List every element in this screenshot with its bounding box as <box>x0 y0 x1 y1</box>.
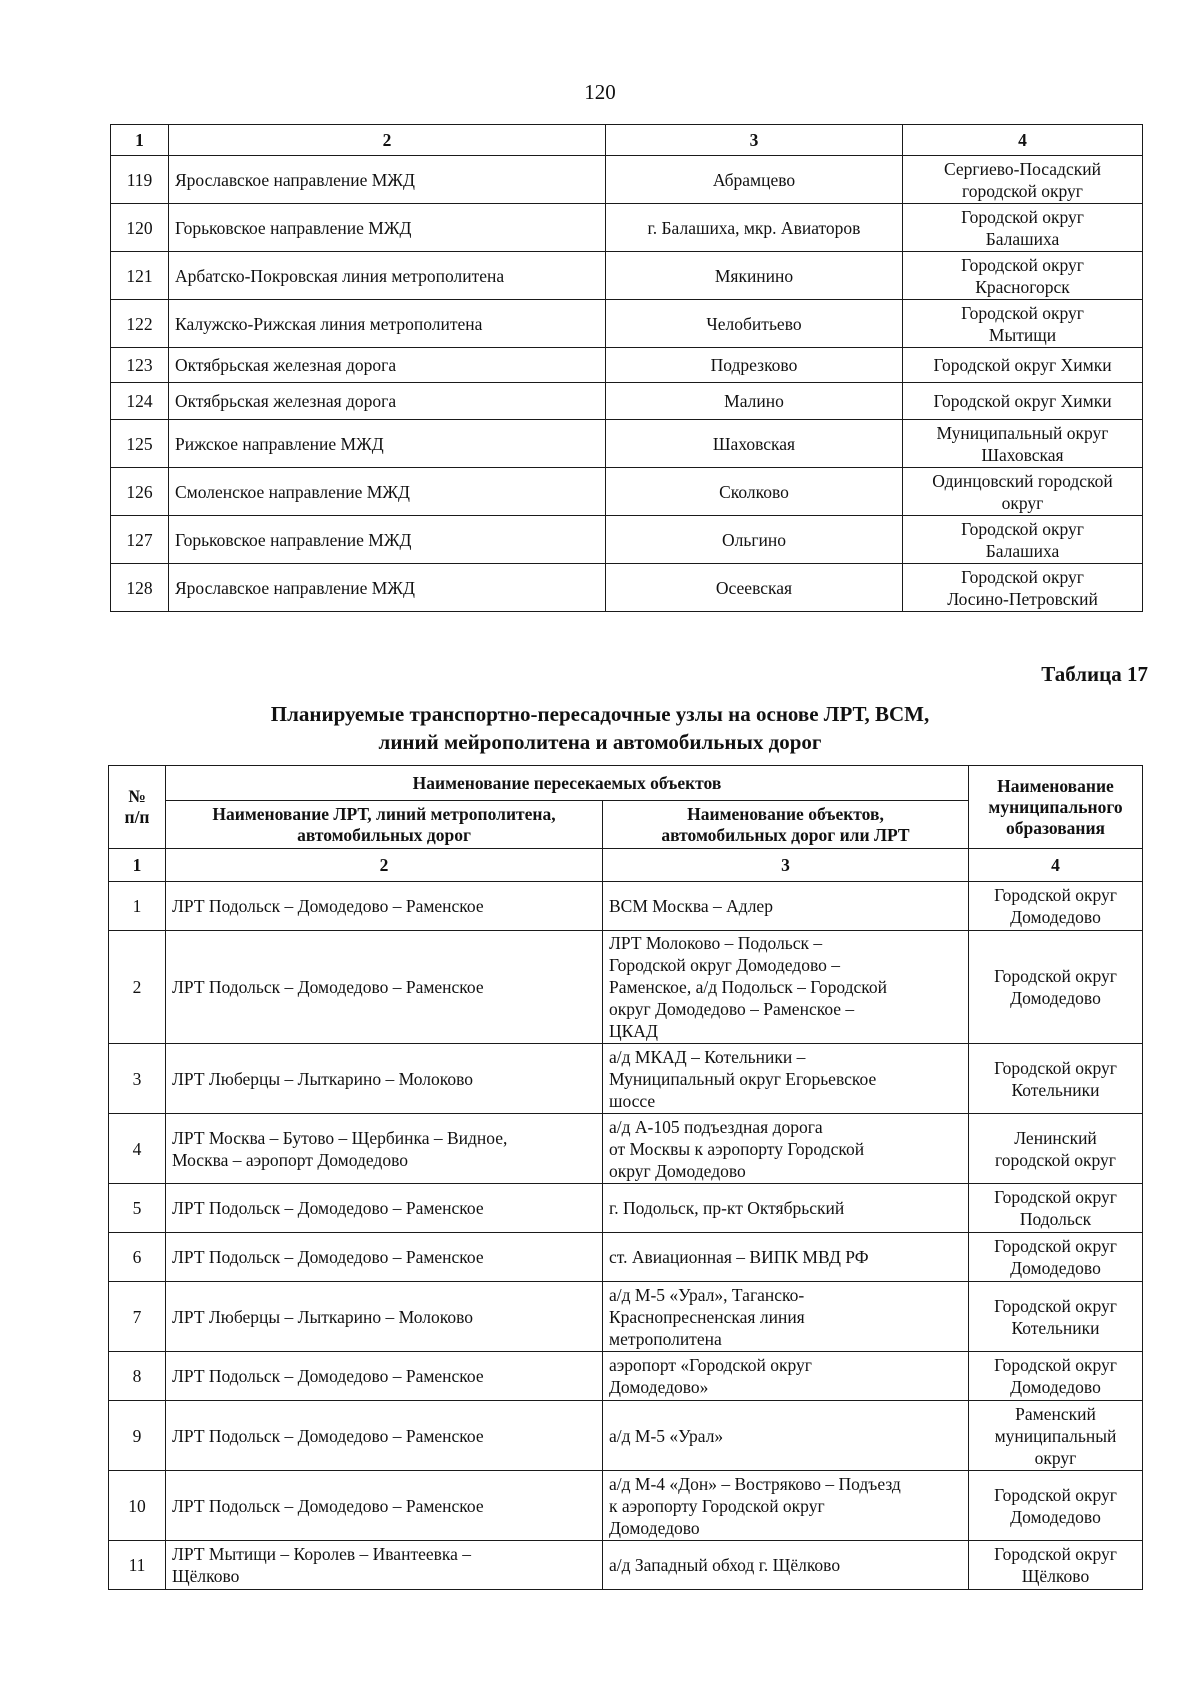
cell-line: аэропорт «Городской округ <box>609 1355 812 1375</box>
lrt-name <box>166 1352 603 1401</box>
cell-line: к аэропорту Городской округ <box>609 1495 825 1516</box>
cell-line: ст. Авиационная – ВИПК МВД РФ <box>609 1247 869 1267</box>
station-name: Подрезково <box>606 348 903 383</box>
station-name: Малино <box>606 383 903 420</box>
cell-line: ЛРТ Подольск – Домодедово – Раменское <box>172 1198 484 1218</box>
table-row <box>111 156 1143 204</box>
cell-line: Щёлково <box>1021 1566 1090 1586</box>
cell-line: ЦКАД <box>609 1021 658 1041</box>
cell-line: Домодедово <box>1010 1377 1101 1397</box>
row-number: 128 <box>111 564 169 612</box>
line-name: Арбатско-Покровская линия метрополитена <box>169 252 606 300</box>
cell-line: ЛРТ Мытищи – Королев – Ивантеевка – <box>172 1544 472 1564</box>
table-row <box>111 348 1143 383</box>
cell-line: Городской округ Химки <box>933 355 1112 375</box>
cell-line: а/д М-5 «Урал», Таганско- <box>609 1284 805 1305</box>
cell-line: Подольск <box>1019 1209 1092 1229</box>
cell-line: Балашиха <box>985 228 1060 249</box>
cell-line: Городской округ Домодедово – <box>609 955 840 975</box>
header-group: Наименование пересекаемых объектов <box>166 766 969 801</box>
table-row <box>109 1282 1143 1352</box>
cell-line: Домодедово <box>609 1517 700 1538</box>
crossing-object <box>603 1352 969 1401</box>
table-row <box>111 300 1143 348</box>
cell-line: ЛРТ Подольск – Домодедово – Раменское <box>172 1247 484 1267</box>
cell-line: а/д М-4 «Дон» – Востряково – Подъезд <box>609 1473 901 1494</box>
row-number: 5 <box>109 1184 166 1233</box>
cell-line: Домодедово <box>1010 1506 1101 1527</box>
cell-line: городской округ <box>962 180 1083 201</box>
cell-line: Домодедово <box>1010 1258 1101 1278</box>
column-number: 4 <box>903 125 1143 156</box>
cell-line: Городской округ <box>994 1187 1117 1207</box>
row-number: 1 <box>109 882 166 931</box>
municipality <box>903 252 1143 300</box>
cell-line: округ <box>1001 492 1044 513</box>
cell-line: ВСМ Москва – Адлер <box>609 896 773 916</box>
header-municipality <box>969 766 1143 849</box>
cell-line: г. Подольск, пр-кт Октябрьский <box>609 1198 845 1218</box>
cell-line: Городской округ <box>961 206 1084 227</box>
cell-line: Котельники <box>1011 1079 1100 1100</box>
municipality <box>903 300 1143 348</box>
table-row <box>109 1401 1143 1471</box>
cell-line: ЛРТ Подольск – Домодедово – Раменское <box>172 1495 484 1516</box>
row-number: 122 <box>111 300 169 348</box>
cell-line: городской округ <box>995 1149 1116 1170</box>
municipality <box>969 1044 1143 1114</box>
table-title <box>0 700 1200 756</box>
crossing-object <box>603 1044 969 1114</box>
table-row <box>111 516 1143 564</box>
cell-line: ЛРТ Подольск – Домодедово – Раменское <box>172 977 484 997</box>
municipality <box>903 348 1143 383</box>
table-row <box>109 1184 1143 1233</box>
table-row <box>109 1233 1143 1282</box>
municipality <box>903 516 1143 564</box>
row-number: 2 <box>109 931 166 1044</box>
line-name: Горьковское направление МЖД <box>169 204 606 252</box>
cell-line: Домодедово <box>1010 907 1101 927</box>
row-number: 10 <box>109 1471 166 1541</box>
header-line: Наименование ЛРТ, линий метрополитена, <box>212 803 556 824</box>
cell-line: ЛРТ Люберцы – Лыткарино – Молоково <box>172 1306 474 1327</box>
municipality <box>969 1352 1143 1401</box>
cell-line: округ Домодедово – Раменское – <box>609 999 855 1019</box>
crossing-object <box>603 1471 969 1541</box>
header-line: муниципального <box>988 796 1123 817</box>
cell-line: Муниципальный округ Егорьевское <box>609 1068 877 1089</box>
cell-line: Ленинский <box>1014 1127 1097 1148</box>
lrt-name <box>166 1471 603 1541</box>
table-row <box>111 564 1143 612</box>
crossing-object <box>603 1233 969 1282</box>
row-number: 7 <box>109 1282 166 1352</box>
station-name: г. Балашиха, мкр. Авиаторов <box>606 204 903 252</box>
table-row <box>109 1352 1143 1401</box>
cell-line: округ Домодедово <box>609 1160 746 1181</box>
table-row <box>109 1541 1143 1590</box>
column-number-row <box>111 125 1143 156</box>
municipality <box>969 931 1143 1044</box>
column-number: 1 <box>109 849 166 882</box>
cell-line: Городской округ <box>994 1544 1117 1564</box>
municipality <box>969 882 1143 931</box>
header-line: Наименование <box>997 775 1114 796</box>
table-title-line: Планируемые транспортно-пересадочные узлы на основе ЛРТ, ВСМ, <box>270 702 930 726</box>
row-number: 123 <box>111 348 169 383</box>
column-number: 4 <box>969 849 1143 882</box>
row-number: 6 <box>109 1233 166 1282</box>
stations-table-continued <box>110 124 1143 612</box>
station-name: Сколково <box>606 468 903 516</box>
line-name: Ярославское направление МЖД <box>169 156 606 204</box>
cell-line: Мытищи <box>988 324 1057 345</box>
line-name: Смоленское направление МЖД <box>169 468 606 516</box>
station-name: Мякинино <box>606 252 903 300</box>
crossing-object <box>603 882 969 931</box>
cell-line: метрополитена <box>609 1328 722 1349</box>
column-number: 2 <box>166 849 603 882</box>
station-name: Осеевская <box>606 564 903 612</box>
row-number: 127 <box>111 516 169 564</box>
header-number-line: п/п <box>124 807 150 827</box>
lrt-name <box>166 1044 603 1114</box>
header-lrt <box>166 801 603 849</box>
lrt-name <box>166 931 603 1044</box>
row-number: 4 <box>109 1114 166 1184</box>
header-number-line: № <box>128 786 146 806</box>
municipality <box>969 1184 1143 1233</box>
crossing-object <box>603 1184 969 1233</box>
lrt-name <box>166 1184 603 1233</box>
table-row <box>109 1044 1143 1114</box>
cell-line: Москва – аэропорт Домодедово <box>172 1149 408 1170</box>
cell-line: Городской округ <box>961 302 1084 323</box>
cell-line: Городской округ <box>961 518 1084 539</box>
row-number: 9 <box>109 1401 166 1471</box>
cell-line: Раменское, а/д Подольск – Городской <box>609 977 887 997</box>
municipality <box>969 1471 1143 1541</box>
table-row <box>111 383 1143 420</box>
cell-line: ЛРТ Люберцы – Лыткарино – Молоково <box>172 1068 474 1089</box>
cell-line: Городской округ <box>994 1236 1117 1256</box>
cell-line: ЛРТ Подольск – Домодедово – Раменское <box>172 896 484 916</box>
cell-line: Городской округ <box>961 566 1084 587</box>
column-number: 3 <box>606 125 903 156</box>
cell-line: ЛРТ Подольск – Домодедово – Раменское <box>172 1366 484 1386</box>
station-name: Ольгино <box>606 516 903 564</box>
municipality <box>969 1282 1143 1352</box>
cell-line: Краснопресненская линия <box>609 1306 805 1327</box>
row-number: 121 <box>111 252 169 300</box>
row-number: 119 <box>111 156 169 204</box>
row-number: 8 <box>109 1352 166 1401</box>
municipality <box>969 1401 1143 1471</box>
lrt-name <box>166 1233 603 1282</box>
cell-line: а/д М-5 «Урал» <box>609 1425 724 1446</box>
cell-line: Городской округ <box>994 1295 1117 1316</box>
cell-line: ЛРТ Москва – Бутово – Щербинка – Видное, <box>172 1127 508 1148</box>
row-number: 125 <box>111 420 169 468</box>
table-label: Таблица 17 <box>1041 662 1148 686</box>
row-number: 120 <box>111 204 169 252</box>
line-name: Рижское направление МЖД <box>169 420 606 468</box>
column-number: 3 <box>603 849 969 882</box>
crossing-object <box>603 931 969 1044</box>
header-row <box>109 766 1143 801</box>
cell-line: Домодедово <box>1010 988 1101 1008</box>
cell-line: Одинцовский городской <box>932 470 1113 491</box>
station-name: Абрамцево <box>606 156 903 204</box>
cell-line: Котельники <box>1011 1317 1100 1338</box>
cell-line: Сергиево-Посадский <box>944 158 1101 179</box>
crossing-object <box>603 1541 969 1590</box>
cell-line: а/д МКАД – Котельники – <box>609 1046 806 1067</box>
transport-hubs-table <box>108 765 1143 1590</box>
header-line: образования <box>1005 817 1106 838</box>
cell-line: Муниципальный округ <box>936 422 1109 443</box>
municipality <box>969 1233 1143 1282</box>
line-name: Октябрьская железная дорога <box>169 348 606 383</box>
cell-line: от Москвы к аэропорту Городской <box>609 1138 865 1159</box>
crossing-object <box>603 1114 969 1184</box>
lrt-name <box>166 882 603 931</box>
row-number: 11 <box>109 1541 166 1590</box>
municipality <box>903 468 1143 516</box>
cell-line: Лосино-Петровский <box>947 588 1098 609</box>
municipality <box>969 1114 1143 1184</box>
line-name: Горьковское направление МЖД <box>169 516 606 564</box>
municipality <box>903 156 1143 204</box>
header-line: Наименование объектов, <box>687 803 884 824</box>
cell-line: ЛРТ Подольск – Домодедово – Раменское <box>172 1425 484 1446</box>
cell-line: Городской округ <box>994 885 1117 905</box>
column-number: 1 <box>111 125 169 156</box>
table-row <box>109 882 1143 931</box>
table-row <box>109 931 1143 1044</box>
cell-line: Балашиха <box>985 540 1060 561</box>
cell-line: Шаховская <box>981 444 1064 465</box>
cell-line: Щёлково <box>172 1566 240 1586</box>
municipality <box>903 383 1143 420</box>
cell-line: Домодедово» <box>609 1377 709 1397</box>
table-row <box>111 252 1143 300</box>
cell-line: ЛРТ Молоково – Подольск – <box>609 933 823 953</box>
table-row <box>109 1114 1143 1184</box>
cell-line: Городской округ Химки <box>933 391 1112 411</box>
cell-line: а/д Западный обход г. Щёлково <box>609 1555 841 1575</box>
header-number <box>109 766 166 849</box>
cell-line: Городской округ <box>994 1355 1117 1375</box>
row-number: 3 <box>109 1044 166 1114</box>
header-line: автомобильных дорог или ЛРТ <box>661 824 910 845</box>
station-name: Челобитьево <box>606 300 903 348</box>
table-row <box>111 204 1143 252</box>
crossing-object <box>603 1282 969 1352</box>
lrt-name <box>166 1114 603 1184</box>
crossing-object <box>603 1401 969 1471</box>
cell-line: муниципальный <box>994 1425 1117 1446</box>
municipality <box>903 420 1143 468</box>
cell-line: Городской округ <box>994 966 1117 986</box>
header-line: автомобильных дорог <box>297 824 471 845</box>
line-name: Ярославское направление МЖД <box>169 564 606 612</box>
row-number: 126 <box>111 468 169 516</box>
column-number-row <box>109 849 1143 882</box>
municipality <box>903 204 1143 252</box>
lrt-name <box>166 1401 603 1471</box>
cell-line: шоссе <box>609 1090 656 1111</box>
table-row <box>109 1471 1143 1541</box>
cell-line: округ <box>1034 1447 1077 1468</box>
line-name: Октябрьская железная дорога <box>169 383 606 420</box>
cell-line: а/д А-105 подъездная дорога <box>609 1116 823 1137</box>
column-number: 2 <box>169 125 606 156</box>
lrt-name <box>166 1282 603 1352</box>
cell-line: Раменский <box>1015 1403 1096 1424</box>
cell-line: Красногорск <box>975 276 1070 297</box>
header-objects <box>603 801 969 849</box>
page-number: 120 <box>584 80 616 104</box>
station-name: Шаховская <box>606 420 903 468</box>
cell-line: Городской округ <box>961 254 1084 275</box>
table-row <box>111 420 1143 468</box>
row-number: 124 <box>111 383 169 420</box>
line-name: Калужско-Рижская линия метрополитена <box>169 300 606 348</box>
cell-line: Городской округ <box>994 1484 1117 1505</box>
table-row <box>111 468 1143 516</box>
table-title-line: линий мейрополитена и автомобильных дорог <box>378 730 822 754</box>
municipality <box>969 1541 1143 1590</box>
lrt-name <box>166 1541 603 1590</box>
cell-line: Городской округ <box>994 1057 1117 1078</box>
municipality <box>903 564 1143 612</box>
